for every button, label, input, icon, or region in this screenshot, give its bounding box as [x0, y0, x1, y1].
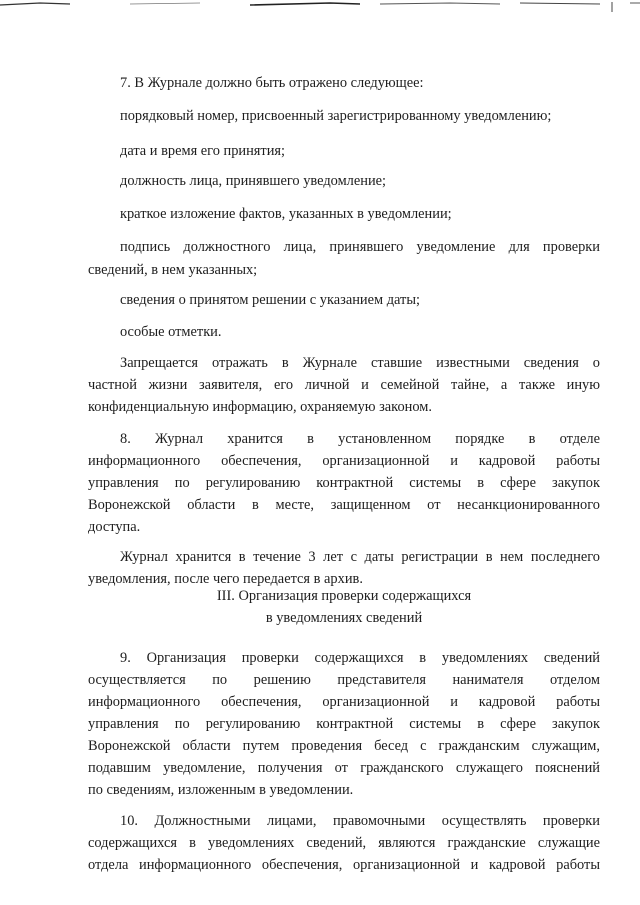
- item-9-line1: 9. Организация проверки содержащихся в уведомлениях сведений: [120, 650, 600, 666]
- section-heading-line1: III. Организация проверки содержащихся: [216, 588, 472, 604]
- item-10-line2: содержащихся в уведомлениях сведений, являются гражданские служащие: [88, 835, 600, 851]
- item-8-line4: Воронежской области в месте, защищенном от несанкционированного: [88, 497, 600, 513]
- list-item-signature-line2: сведений, в нем указанных;: [88, 262, 258, 278]
- list-item-decision: сведения о принятом решении с указанием даты;: [120, 292, 421, 308]
- item-8-line1: 8. Журнал хранится в установленном порядке в отделе: [120, 431, 600, 447]
- item-8-line5: доступа.: [88, 519, 141, 535]
- scan-edge-marks: [0, 0, 640, 16]
- item-8-line3: управления по регулированию контрактной системы в сфере закупок: [88, 475, 600, 491]
- storage-line1: Журнал хранится в течение 3 лет с даты регистрации в нем последнего: [120, 549, 600, 565]
- item-10-line1: 10. Должностными лицами, правомочными осуществлять проверки: [120, 813, 600, 829]
- list-item-date-time: дата и время его принятия;: [120, 143, 286, 159]
- item-10-line3: отдела информационного обеспечения, организационной и кадровой работы: [88, 857, 600, 873]
- list-item-signature-line1: подпись должностного лица, принявшего уведомление для проверки: [120, 239, 600, 255]
- item-7-intro: 7. В Журнале должно быть отражено следующее:: [120, 75, 424, 91]
- item-9-line2: осуществляется по решению представителя нанимателя отделом: [88, 672, 600, 688]
- item-9-line3: информационного обеспечения, организационной и кадровой работы: [88, 694, 600, 710]
- list-item-summary: краткое изложение фактов, указанных в уведомлении;: [120, 206, 452, 222]
- section-heading-line2: в уведомлениях сведений: [265, 610, 423, 626]
- prohibition-line3: конфиденциальную информацию, охраняемую законом.: [88, 399, 432, 415]
- item-9-line4: управления по регулированию контрактной системы в сфере закупок: [88, 716, 600, 732]
- item-9-line6: подавшим уведомление, получения от гражданского служащего пояснений: [88, 760, 600, 776]
- list-item-position: должность лица, принявшего уведомление;: [120, 173, 387, 189]
- item-9-line5: Воронежской области путем проведения бесед с гражданским служащим,: [88, 738, 600, 754]
- item-9-line7: по сведениям, изложенным в уведомлении.: [88, 782, 354, 798]
- storage-line2: уведомления, после чего передается в архив.: [88, 571, 363, 587]
- list-item-serial-number: порядковый номер, присвоенный зарегистрированному уведомлению;: [120, 108, 552, 124]
- prohibition-line1: Запрещается отражать в Журнале ставшие известными сведения о: [120, 355, 600, 371]
- item-8-line2: информационного обеспечения, организационной и кадровой работы: [88, 453, 600, 469]
- prohibition-line2: частной жизни заявителя, его личной и семейной тайне, а также иную: [88, 377, 600, 393]
- list-item-special-marks: особые отметки.: [120, 324, 222, 340]
